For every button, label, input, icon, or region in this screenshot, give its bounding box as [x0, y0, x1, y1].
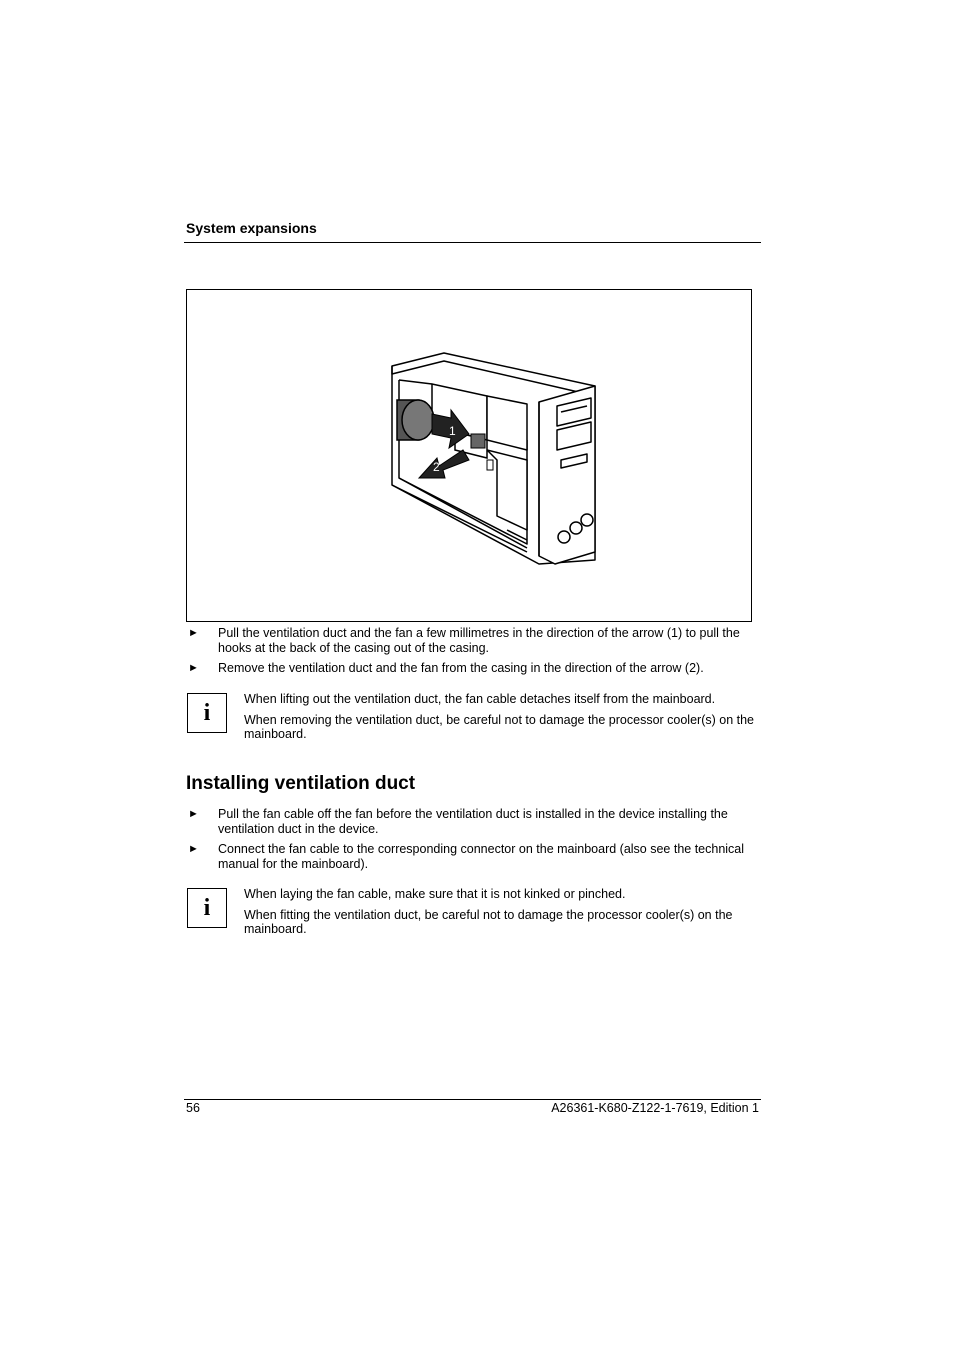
footer-rule: [184, 1099, 761, 1100]
bullet-arrow: ►: [188, 808, 199, 820]
computer-casing-illustration: [187, 290, 751, 621]
step-pull-fan-cable: [188, 807, 760, 837]
step-text: Remove the ventilation duct and the fan from the casing in the direction of the arrow (2).: [218, 661, 704, 675]
arrow-2-label: 2: [433, 460, 440, 474]
info-note-paragraph: When fitting the ventilation duct, be careful not to damage the processor cooler(s) on the mainboard.: [244, 908, 733, 936]
info-note-paragraph: When laying the fan cable, make sure that it is not kinked or pinched.: [244, 887, 626, 901]
info-note-paragraph: When lifting out the ventilation duct, the fan cable detaches itself from the mainboard.: [244, 692, 716, 706]
info-note-paragraph: When removing the ventilation duct, be careful not to damage the processor cooler(s) on the mainboard.: [244, 713, 755, 741]
bullet-arrow: ►: [188, 843, 199, 855]
header-rule: [184, 242, 761, 243]
arrow-1-label: 1: [449, 424, 456, 438]
installing-heading: Installing ventilation duct: [186, 773, 416, 794]
step-remove-duct: [188, 661, 760, 676]
bullet-arrow: ►: [188, 662, 199, 674]
bullet-arrow: ►: [188, 627, 199, 639]
step-pull-duct: [188, 626, 760, 656]
info-icon: i: [187, 888, 227, 928]
document-id: A26361-K680-Z122-1-7619, Edition 1: [551, 1101, 759, 1115]
step-connect-fan-cable: [188, 842, 760, 872]
section-header: System expansions: [186, 220, 317, 236]
step-text: Pull the fan cable off the fan before the ventilation duct is installed in the device installing the ventilation duct in the device.: [218, 807, 728, 836]
step-text: Pull the ventilation duct and the fan a few millimetres in the direction of the arrow (1) to pull the hooks at the back of the casing out of the casing.: [218, 626, 740, 655]
page-number: 56: [186, 1101, 200, 1115]
step-text: Connect the fan cable to the corresponding connector on the mainboard (also see the technical manual for the mainboard).: [218, 842, 745, 871]
figure-frame: [186, 289, 752, 622]
info-icon: i: [187, 693, 227, 733]
